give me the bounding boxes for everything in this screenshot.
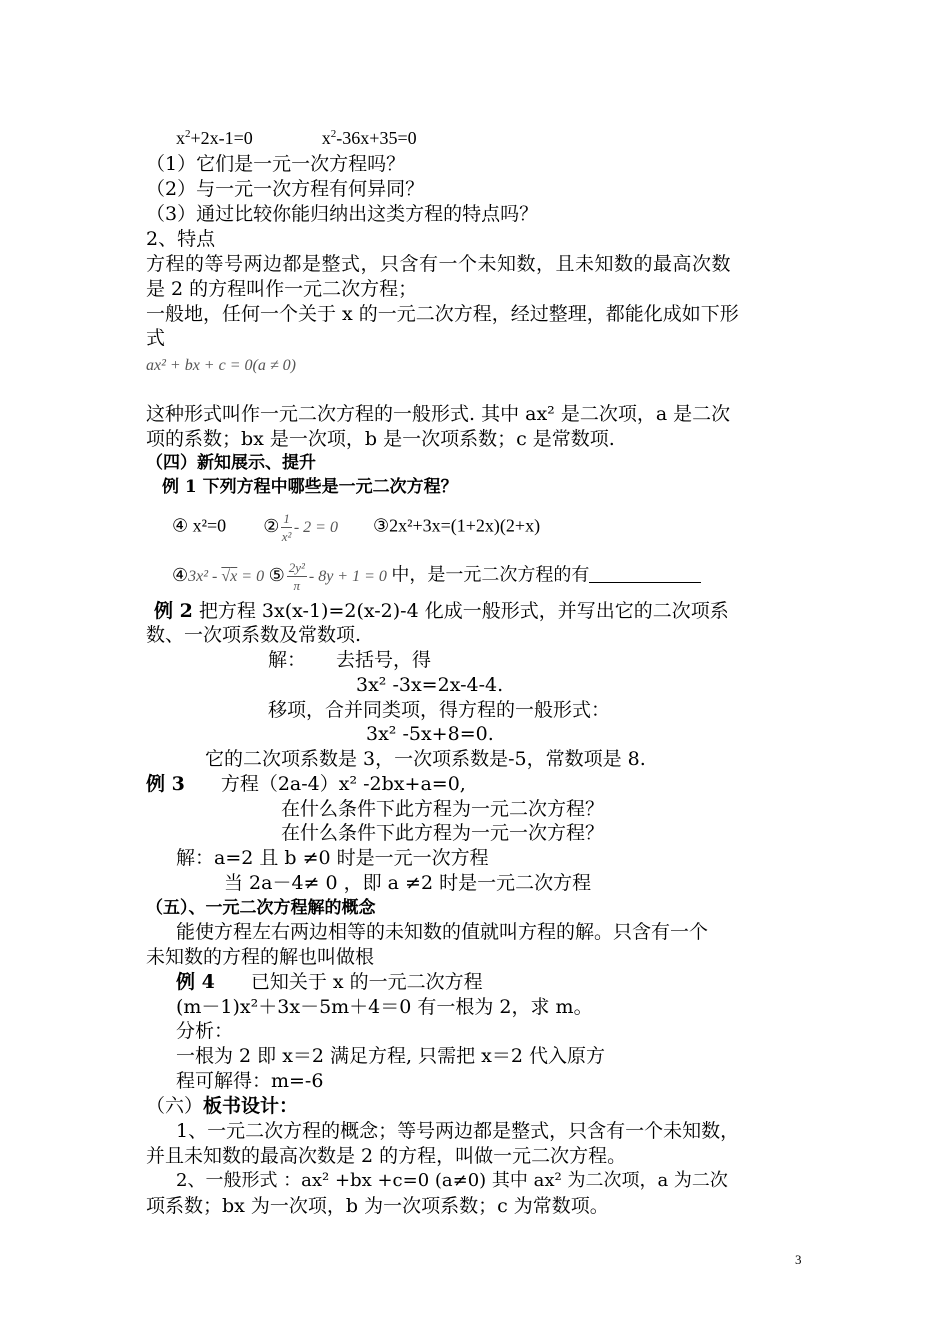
feature-def-line2: 是 2 的方程叫作一元二次方程； xyxy=(146,278,418,300)
ex1-item-2: ② $\frac{1}{\text{x²}}$ - 2 = 0 xyxy=(263,511,338,544)
example1-title: 例 1 下列方程中哪些是一元二次方程？ xyxy=(162,477,458,497)
example4-analysis-label: 分析： xyxy=(176,1020,234,1042)
question-1: （1）它们是一元一次方程吗？ xyxy=(146,153,406,175)
example4-analysis-line1: 一根为 2 即 x＝2 满足方程, 只需把 x＝2 代入原方 xyxy=(176,1045,606,1067)
example3-question1: 在什么条件下此方程为一元二次方程？ xyxy=(281,798,605,820)
example2-line2: 数、一次项系数及常数项. xyxy=(146,624,362,646)
example1-row1 xyxy=(172,510,540,545)
example2-solution-step1: 解： 去括号，得 xyxy=(268,649,432,671)
example2-line1: 例 2 把方程 3x(x-1)=2(x-2)-4 化成一般形式，并写出它的二次项系 xyxy=(154,600,729,622)
section5-def-line1: 能使方程左右两边相等的未知数的值就叫方程的解。只含有一个 xyxy=(176,921,709,943)
section6-p2-line1: 2、一般形式 ：ax² +bx +c=0 (a≠0) 其中 ax² 为二次项，a 为二次 xyxy=(176,1170,728,1191)
example3-line: 例 3 方程（2a-4）x² -2bx+a=0, xyxy=(146,773,466,795)
question-2: （2）与一元一次方程有何异同？ xyxy=(146,178,425,200)
sqrt-symbol: √x xyxy=(221,567,238,585)
general-form-intro-line1: 一般地，任何一个关于 x 的一元二次方程，经过整理，都能化成如下形 xyxy=(146,303,739,325)
example3-answer2: 当 2a－4≠ 0 ，即 a ≠2 时是一元二次方程 xyxy=(224,872,592,894)
example1-row2 xyxy=(172,559,701,594)
general-form-desc-line2: 项的系数；bx 是一次项，b 是一次项系数；c 是常数项. xyxy=(146,428,615,450)
example4-equation: (m－1)x²＋3x－5m＋4＝0 有一根为 2，求 m。 xyxy=(176,996,593,1018)
section6-p1-line2: 并且未知数的最高次数是 2 的方程，叫做一元二次方程。 xyxy=(146,1145,627,1167)
example2-solution-eq2: 3x² -5x+8=0. xyxy=(366,723,494,745)
ex1-item-4: ④3x² - √x = 0 xyxy=(172,564,265,585)
section6-heading: （六）板书设计： xyxy=(146,1095,299,1117)
feature-heading: 2、特点 xyxy=(146,228,216,250)
intro-equations xyxy=(176,126,417,150)
general-form-intro-line2: 式 xyxy=(146,327,166,349)
example2-solution-step2: 移项，合并同类项，得方程的一般形式： xyxy=(268,699,611,721)
ex1-item-1: ④ x²=0 xyxy=(172,515,227,536)
general-form-desc-line1: 这种形式叫作一元二次方程的一般形式. 其中 ax² 是二次项，a 是二次 xyxy=(146,403,731,425)
example2-solution-eq1: 3x² -3x=2x-4-4. xyxy=(356,674,504,696)
general-form-formula: ax² + bx + c = 0(a ≠ 0) xyxy=(146,357,296,374)
section4-heading: （四）新知展示、提升 xyxy=(146,453,316,473)
section6-p1-line1: 1、一元二次方程的概念；等号两边都是整式，只含有一个未知数， xyxy=(176,1120,740,1142)
section6-p2-line2: 项系数；bx 为一次项，b 为一次项系数；c 为常数项。 xyxy=(146,1195,609,1217)
answer-blank[interactable] xyxy=(589,566,701,583)
feature-def-line1: 方程的等号两边都是整式，只含有一个未知数，且未知数的最高次数 xyxy=(146,253,732,275)
ex1-item-3: ③2x²+3x=(1+2x)(2+x) xyxy=(372,515,541,536)
example2-result: 它的二次项系数是 3，一次项系数是-5，常数项是 8. xyxy=(205,748,646,770)
page-number: 3 xyxy=(795,1252,802,1267)
section5-heading: （五）、一元二次方程解的概念 xyxy=(146,898,376,918)
ex1-item-5: ⑤ $\frac{\text{2y²}}{\pi}$ - 8y + 1 = 0 xyxy=(268,560,387,593)
equation-2: $x^2-36x+35=0$ xyxy=(321,128,417,148)
equation-1: $x^2+2x-1=0$ xyxy=(176,128,253,148)
section5-def-line2: 未知数的方程的解也叫做根 xyxy=(146,946,375,968)
ex1-tail: 中，是一元二次方程的有 xyxy=(391,564,590,586)
question-3: （3）通过比较你能归纳出这类方程的特点吗？ xyxy=(146,203,539,225)
example3-answer1: 解：a=2 且 b ≠0 时是一元一次方程 xyxy=(176,847,489,869)
example4-analysis-line2: 程可解得：m=-6 xyxy=(176,1070,324,1092)
example4-line: 例 4 已知关于 x 的一元二次方程 xyxy=(176,971,483,993)
example3-question2: 在什么条件下此方程为一元一次方程？ xyxy=(281,822,605,844)
